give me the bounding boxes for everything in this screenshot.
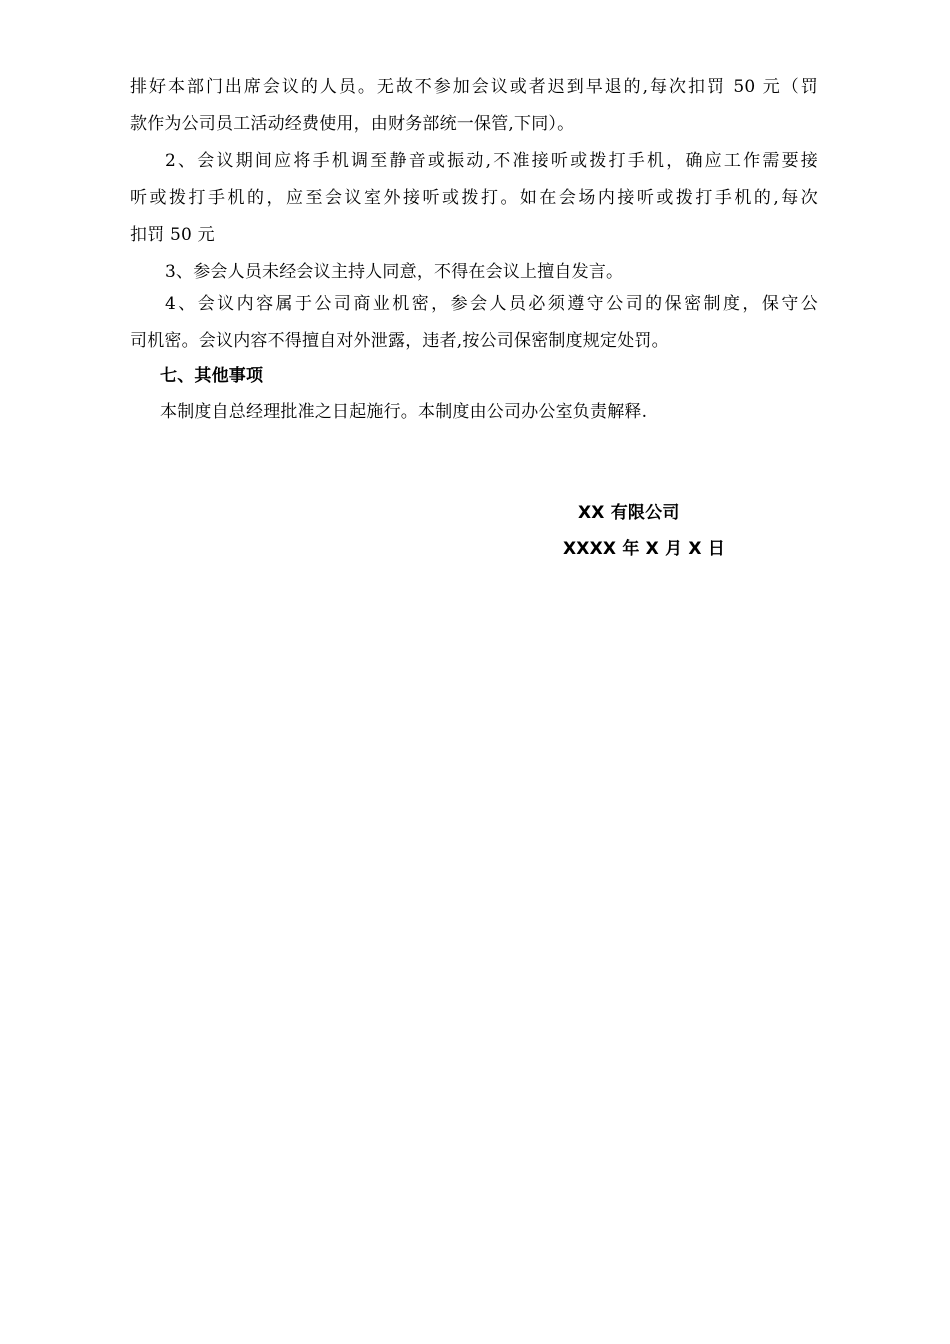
paragraph-1-line-1: 排好本部门出席会议的人员。无故不参加会议或者迟到早退的,每次扣罚 50 元（罚	[130, 77, 818, 97]
paragraph-2-line-2: 听或拨打手机的，应至会议室外接听或拨打。如在会场内接听或拨打手机的,每次	[130, 188, 818, 208]
paragraph-5-line-1: 本制度自总经理批准之日起施行。本制度由公司办公室负责解释.	[160, 402, 648, 422]
paragraph-2-line-1: 2、会议期间应将手机调至静音或振动,不准接听或拨打手机，确应工作需要接	[165, 151, 818, 171]
signature-date: XXXX 年 X 月 X 日	[563, 539, 726, 559]
paragraph-4-line-1: 4、会议内容属于公司商业机密，参会人员必须遵守公司的保密制度，保守公	[165, 294, 818, 314]
paragraph-2-line-3: 扣罚 50 元	[130, 225, 215, 245]
signature-company: XX 有限公司	[578, 503, 680, 523]
paragraph-4-line-2: 司机密。会议内容不得擅自对外泄露，违者,按公司保密制度规定处罚。	[130, 331, 669, 351]
paragraph-3-line-1: 3、参会人员未经会议主持人同意，不得在会议上擅自发言。	[165, 262, 624, 282]
section-heading: 七、其他事项	[160, 366, 264, 386]
paragraph-1-line-2: 款作为公司员工活动经费使用，由财务部统一保管,下同）。	[130, 114, 575, 134]
